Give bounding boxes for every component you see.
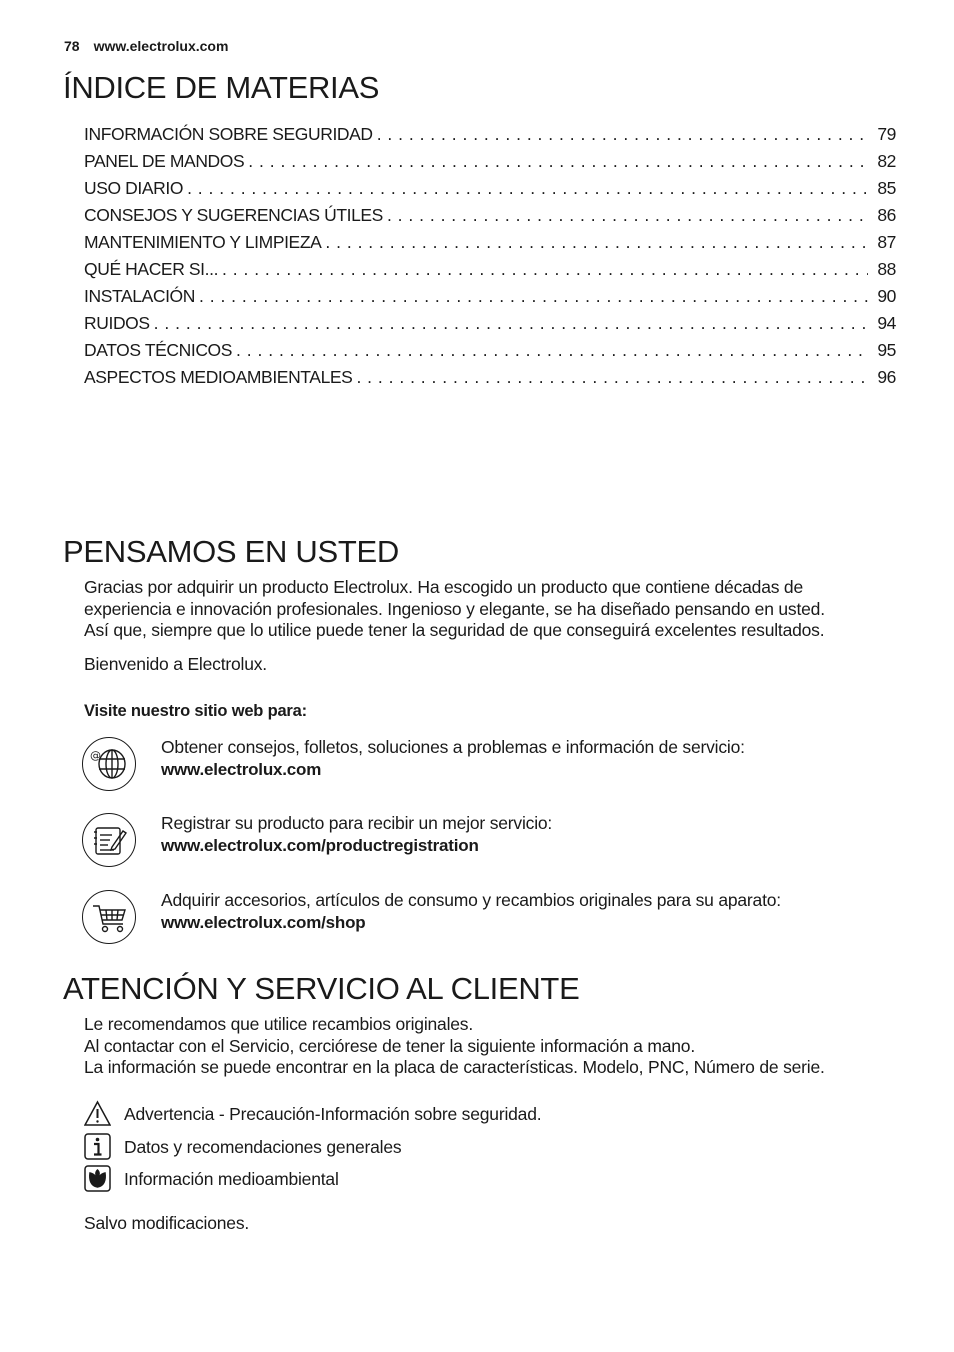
legend-item-environment: [84, 1165, 784, 1193]
toc-entry-page: 86: [877, 205, 896, 225]
subject-to-change-note: Salvo modificaciones.: [84, 1213, 250, 1233]
toc-leader-dots: [154, 313, 868, 334]
legend-text: Advertencia - Precaución-Información sobre seguridad.: [124, 1104, 542, 1124]
toc-leader-dots: [356, 367, 868, 388]
toc-entry-page: 96: [877, 367, 896, 387]
page-number: 78: [64, 38, 80, 54]
toc-entry[interactable]: [84, 313, 896, 340]
web-item-shop: [82, 890, 942, 950]
toc-entry[interactable]: [84, 151, 896, 178]
intro-line: experiencia e innovación profesionales. Ingenioso y elegante, se ha diseñado pensando en usted.: [84, 598, 825, 619]
intro-line: Así que, siempre que lo utilice puede tener la seguridad de que conseguirá excelentes resultados.: [84, 620, 825, 640]
web-item-link[interactable]: www.electrolux.com/productregistration: [161, 835, 479, 855]
toc-entry-label: MANTENIMIENTO Y LIMPIEZA: [84, 232, 322, 252]
toc-entry[interactable]: [84, 286, 896, 313]
toc-leader-dots: [199, 286, 868, 307]
toc-entry-page: 82: [877, 151, 896, 171]
web-item-support: [82, 737, 942, 797]
toc-entry-label: ASPECTOS MEDIOAMBIENTALES: [84, 367, 353, 387]
web-item-description: Obtener consejos, folletos, soluciones a problemas e información de servicio:: [161, 737, 745, 757]
care-line: Le recomendamos que utilice recambios originales.: [84, 1014, 474, 1034]
toc-entry-label: INFORMACIÓN SOBRE SEGURIDAD: [84, 124, 373, 144]
registration-form-icon: [82, 813, 136, 867]
svg-text:@: @: [90, 749, 101, 762]
toc-leader-dots: [377, 124, 868, 145]
toc-entry-label: USO DIARIO: [84, 178, 184, 198]
toc-entry[interactable]: [84, 232, 896, 259]
toc-entry[interactable]: [84, 124, 896, 151]
intro-line: Gracias por adquirir un producto Electrolux. Ha escogido un producto que contiene décadas de: [84, 577, 804, 597]
toc-leader-dots: [387, 205, 868, 226]
toc-entry-label: CONSEJOS Y SUGERENCIAS ÚTILES: [84, 205, 383, 225]
toc-entry-page: 94: [877, 313, 896, 333]
environment-leaf-icon: [84, 1165, 111, 1192]
web-item-text: [161, 813, 552, 856]
web-item-link[interactable]: www.electrolux.com: [161, 759, 322, 779]
web-item-text: [161, 737, 745, 780]
toc-entry-page: 95: [877, 340, 896, 360]
toc-title: ÍNDICE DE MATERIAS: [63, 70, 380, 105]
web-item-link[interactable]: www.electrolux.com/shop: [161, 912, 366, 932]
legend-text: Información medioambiental: [124, 1169, 339, 1189]
page-header: [64, 38, 228, 54]
legend-item-warning: [84, 1100, 784, 1128]
toc-leader-dots: [236, 340, 868, 361]
toc-leader-dots: [325, 232, 868, 253]
toc-leader-dots: [187, 178, 868, 199]
toc-entry[interactable]: [84, 178, 896, 205]
care-line: Al contactar con el Servicio, cerciórese de tener la siguiente información a mano.: [84, 1035, 696, 1056]
toc-entry[interactable]: [84, 367, 896, 394]
table-of-contents: [84, 124, 896, 394]
visit-label: Visite nuestro sitio web para:: [84, 702, 307, 720]
toc-entry[interactable]: [84, 259, 896, 286]
toc-entry-label: PANEL DE MANDOS: [84, 151, 245, 171]
warning-triangle-icon: [84, 1100, 111, 1127]
globe-at-icon: [82, 737, 136, 791]
section-title-thinking: PENSAMOS EN USTED: [63, 534, 399, 569]
toc-leader-dots: [248, 151, 868, 172]
section-title-care: ATENCIÓN Y SERVICIO AL CLIENTE: [63, 971, 580, 1006]
toc-entry[interactable]: [84, 205, 896, 232]
toc-entry-page: 88: [877, 259, 896, 279]
header-website[interactable]: www.electrolux.com: [93, 38, 229, 54]
toc-entry-label: INSTALACIÓN: [84, 286, 195, 306]
toc-entry-page: 87: [877, 232, 896, 252]
web-item-description: Adquirir accesorios, artículos de consumo y recambios originales para su aparato:: [161, 890, 781, 910]
web-item-description: Registrar su producto para recibir un mejor servicio:: [161, 813, 553, 833]
info-icon: [84, 1133, 111, 1160]
toc-entry-label: DATOS TÉCNICOS: [84, 340, 233, 360]
legend-item-info: [84, 1133, 784, 1161]
web-item-registration: [82, 813, 942, 873]
toc-entry[interactable]: [84, 340, 896, 367]
toc-entry-page: 85: [877, 178, 896, 198]
toc-entry-label: QUÉ HACER SI...: [84, 259, 219, 279]
care-line: La información se puede encontrar en la placa de características. Modelo, PNC, Número de serie.: [84, 1057, 825, 1077]
care-paragraph: [84, 1014, 924, 1079]
toc-entry-label: RUIDOS: [84, 313, 150, 333]
toc-entry-page: 90: [877, 286, 896, 306]
welcome-text: Bienvenido a Electrolux.: [84, 654, 267, 674]
toc-entry-page: 79: [877, 124, 896, 144]
shopping-cart-icon: [82, 890, 136, 944]
legend-text: Datos y recomendaciones generales: [124, 1137, 402, 1157]
toc-leader-dots: [222, 259, 868, 280]
intro-paragraph: [84, 577, 914, 642]
web-item-text: [161, 890, 781, 933]
